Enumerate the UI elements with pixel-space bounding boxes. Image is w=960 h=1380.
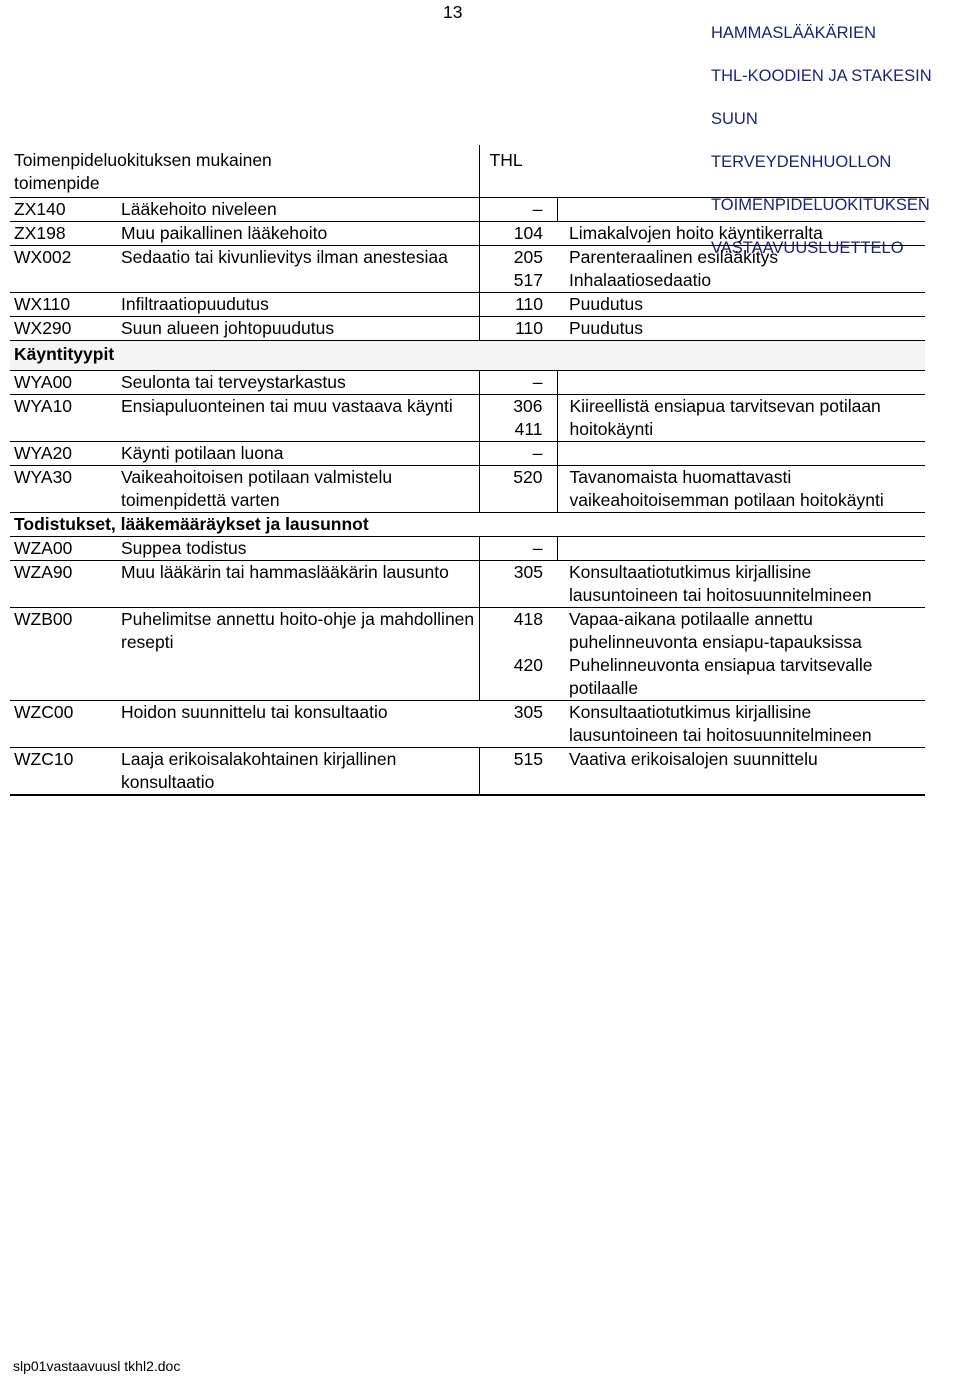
table-row: WX002 Sedaatio tai kivunlievitys ilman anestesiaa 205 Parenteraalinen esilääkitys: [14, 247, 779, 267]
section-heading-visits: Käyntityypit: [10, 341, 925, 371]
table-row: WX110 Infiltraatiopuudutus 110 Puudutus: [10, 293, 925, 317]
header-line: SUUN: [711, 109, 758, 128]
section-heading-certificates: Todistukset, lääkemääräykset ja lausunnot: [10, 513, 925, 537]
table-row: WYA00 Seulonta tai terveystarkastus –: [10, 371, 925, 395]
table-row: WZC00 Hoidon suunnittelu tai konsultaatio 305 Konsultaatiotutkimus kirjallisine lausuntoineen tai hoitosuunnitelmineen: [10, 701, 925, 748]
column-header-procedure: Toimenpideluokituksen mukainen toimenpide: [10, 145, 479, 198]
header-line: THL-KOODIEN JA STAKESIN: [711, 66, 932, 85]
column-header-thl: THL: [479, 145, 557, 198]
header-line: HAMMASLÄÄKÄRIEN: [711, 23, 877, 42]
table-row: WZB00 Puhelimitse annettu hoito-ohje ja mahdollinen resepti 418 420 Vapaa-aikana potilaalle annettu puhelinneuvonta ensiapu-tapauksissa Puhelinneuvonta ensiapua tarvitsevalle potilaalle: [10, 608, 925, 701]
header-line: TERVEYDENHUOLLON: [711, 152, 892, 171]
file-name-footer: slp01vastaavuusl tkhl2.doc: [13, 1358, 181, 1374]
table-row: WX290 Suun alueen johtopuudutus 110 Puudutus: [10, 317, 925, 341]
correspondence-table: [10, 145, 925, 796]
table-row: WZA00 Suppea todistus –: [10, 537, 925, 561]
table-row: 517 Inhalaatiosedaatio: [10, 269, 925, 293]
header-line: TOIMENPIDELUOKITUKSEN: [711, 195, 930, 214]
table-header-row: [10, 145, 925, 198]
table-row: WZA90 Muu lääkärin tai hammaslääkärin lausunto 305 Konsultaatiotutkimus kirjallisine lausuntoineen tai hoitosuunnitelmineen: [10, 561, 925, 608]
page-number: 13: [443, 2, 463, 22]
table-row: WYA10 Ensiapuluonteinen tai muu vastaava käynti 306 411 Kiireellistä ensiapua tarvitsevan potilaan hoitokäynti: [10, 395, 925, 442]
table-row: WYA20 Käynti potilaan luona –: [10, 442, 925, 466]
table-row: WZC10 Laaja erikoisalakohtainen kirjallinen konsultaatio 515 Vaativa erikoisalojen suunnittelu: [10, 748, 925, 796]
table-row: ZX140 Lääkehoito niveleen –: [10, 198, 925, 222]
table-row: WYA30 Vaikeahoitoisen potilaan valmistelu toimenpidettä varten 520 Tavanomaista huomattavasti vaikeahoitoisemman potilaan hoitokäynti: [10, 466, 925, 513]
header-line: VASTAAVUUSLUETTELO: [711, 238, 904, 257]
table-row: ZX198 Muu paikallinen lääkehoito 104 Limakalvojen hoito käyntikerralta: [10, 222, 925, 246]
column-header-desc: [557, 145, 925, 198]
